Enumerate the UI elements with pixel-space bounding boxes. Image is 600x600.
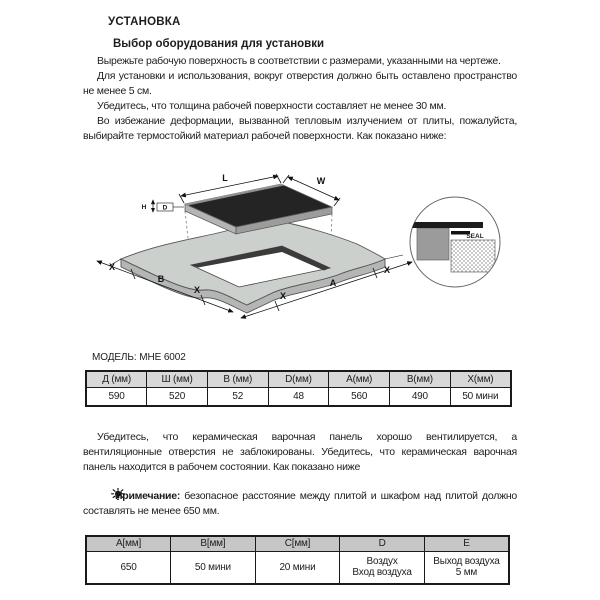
cell-air-outlet	[424, 551, 509, 584]
col-header: A[мм]	[86, 536, 171, 551]
col-header: B(мм)	[390, 371, 451, 387]
col-header: B[мм]	[171, 536, 256, 551]
cell: 52	[207, 387, 268, 406]
cell-line: Воздух	[366, 555, 398, 567]
cell-line: Выход воздуха	[433, 555, 500, 567]
col-header: D(мм)	[268, 371, 329, 387]
col-header: X(мм)	[450, 371, 511, 387]
label-A: A	[329, 278, 337, 288]
cell: 590	[86, 387, 147, 406]
cell-line: Вход воздуха	[352, 567, 412, 579]
table-row	[86, 551, 509, 584]
page-title: УСТАНОВКА	[108, 16, 181, 28]
installation-diagram	[80, 158, 530, 350]
cell-line: 5 мм	[455, 567, 478, 579]
col-header: C[мм]	[255, 536, 340, 551]
note-text: безопасное расстояние между плитой и шкафом над плитой должно составлять не менее 650 мм.	[83, 490, 517, 517]
label-D: D	[162, 204, 168, 212]
note-paragraph	[83, 488, 517, 519]
cooktop-panel	[185, 184, 332, 234]
cell: 48	[268, 387, 329, 406]
cell: 560	[329, 387, 390, 406]
label-L: L	[222, 173, 228, 183]
label-X-left: X	[108, 262, 116, 272]
cell: 520	[147, 387, 208, 406]
note-label: Примечание:	[115, 490, 181, 502]
clearance-table	[85, 535, 510, 585]
paragraph: Убедитесь, что керамическая варочная панель хорошо вентилируется, а вентиляционные отверстия не заблокированы. Убедитесь, что керамическая варочная панель находится в рабочем состоянии. Как показано ниже	[83, 431, 517, 473]
col-header: В (мм)	[207, 371, 268, 387]
cooktop-body-section	[417, 228, 449, 260]
col-header: D	[340, 536, 425, 551]
seal-detail	[410, 197, 500, 287]
label-X-lower-left: X	[193, 285, 201, 295]
paragraph: Вырежьте рабочую поверхность в соответствии с размерами, указанными на чертеже.	[97, 55, 501, 67]
label-B: B	[157, 274, 165, 284]
dimension-HD	[142, 200, 184, 212]
cell-air-inlet	[340, 551, 425, 584]
countertop-slab	[121, 221, 385, 313]
note-block	[83, 488, 517, 519]
ventilation-paragraph	[83, 430, 517, 475]
col-header: Д (мм)	[86, 371, 147, 387]
lightbulb-icon	[97, 488, 111, 501]
label-H: H	[141, 204, 147, 211]
paragraph: Убедитесь, что толщина рабочей поверхности составляет не менее 30 мм.	[97, 100, 447, 112]
intro-paragraphs	[83, 54, 517, 144]
cell: 490	[390, 387, 451, 406]
paragraph: Во избежание деформации, вызванной тепловым излучением от плиты, пожалуйста, выбирайте термостойкий материал рабочей поверхности. Как показано ниже:	[83, 115, 517, 142]
label-X-bottom: X	[279, 291, 287, 301]
col-header: E	[424, 536, 509, 551]
glass-section	[411, 222, 483, 228]
cell: 650	[86, 551, 171, 584]
paragraph: Для установки и использования, вокруг отверстия должно быть оставлено пространство не менее 5 см.	[83, 70, 517, 97]
dimensions-table	[85, 370, 512, 407]
label-seal: SEAL	[466, 233, 484, 240]
label-W: W	[316, 176, 326, 186]
installation-diagram-svg	[80, 158, 530, 350]
cell: 50 мини	[450, 387, 511, 406]
label-X-right: X	[383, 265, 391, 275]
section-subtitle: Выбор оборудования для установки	[113, 38, 325, 50]
table-row	[86, 387, 511, 406]
col-header: A(мм)	[329, 371, 390, 387]
table-header-row	[86, 371, 511, 387]
model-line: МОДЕЛЬ: MHE 6002	[92, 352, 186, 363]
cell: 20 мини	[255, 551, 340, 584]
table-header-row	[86, 536, 509, 551]
col-header: Ш (мм)	[147, 371, 208, 387]
cell: 50 мини	[171, 551, 256, 584]
countertop-section	[451, 240, 495, 272]
